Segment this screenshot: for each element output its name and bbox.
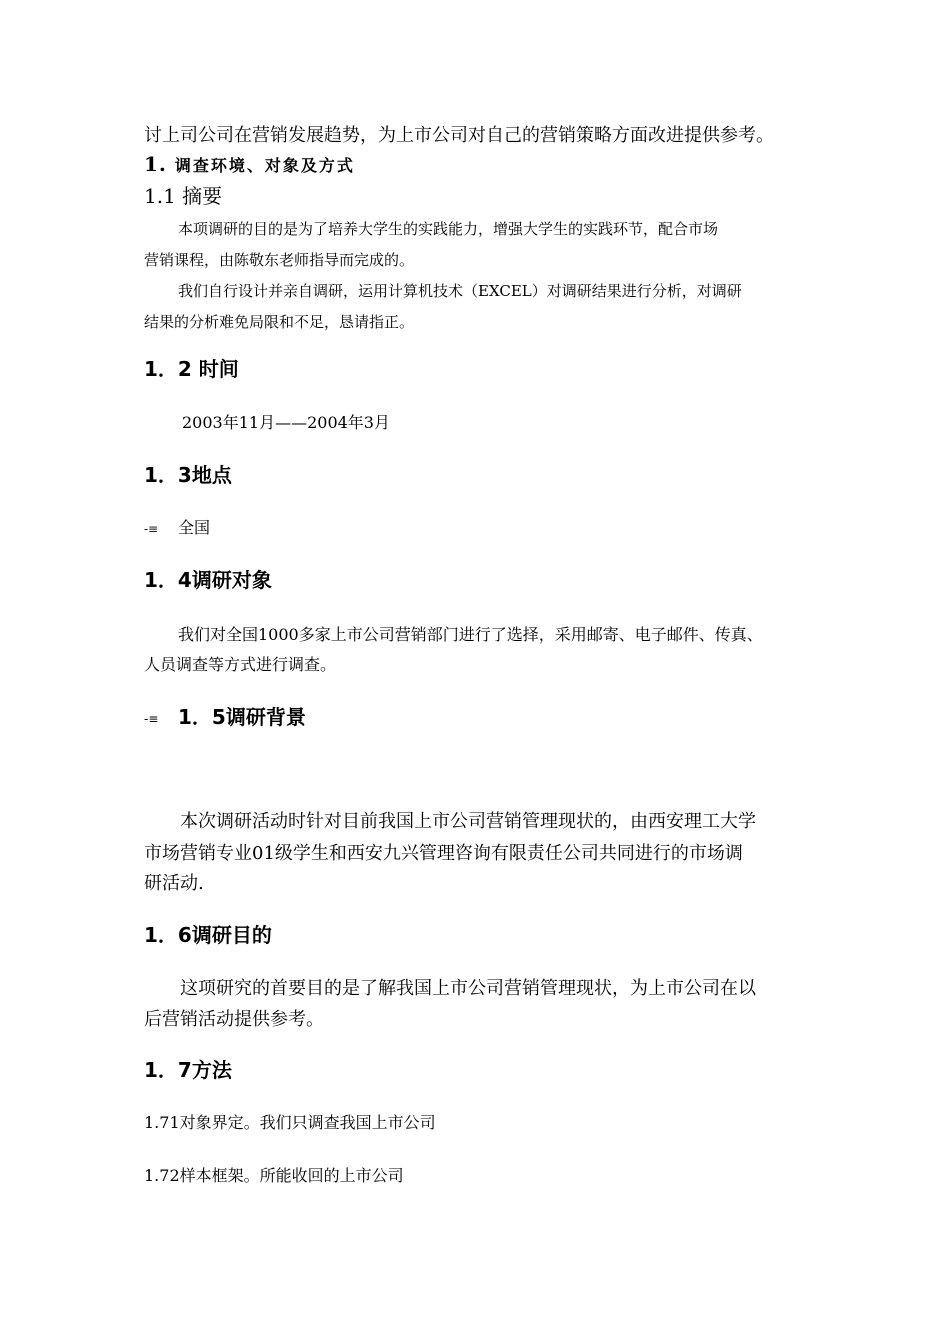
s16-line1: 这项研究的首要目的是了解我国上市公司营销管理现状，为上市公司在以 bbox=[180, 978, 756, 999]
heading-1-1: 1.1 摘要 bbox=[144, 184, 223, 208]
s15-line2: 市场营销专业01级学生和西安九兴管理咨询有限责任公司共同进行的市场调 bbox=[144, 843, 743, 864]
s15-line3: 研活动. bbox=[144, 873, 204, 894]
s12-date-range: 2003年11月——2004年3月 bbox=[182, 413, 390, 432]
heading-1-5-line bbox=[144, 703, 306, 733]
heading-1-5: 1．5调研背景 bbox=[178, 705, 306, 729]
s17-item2: 1.72样本框架。所能收回的上市公司 bbox=[144, 1166, 404, 1185]
s11-p2-line1: 我们自行设计并亲自调研，运用计算机技术（EXCEL）对调研结果进行分析，对调研 bbox=[178, 282, 742, 300]
heading-1-4: 1．4调研对象 bbox=[144, 568, 272, 592]
s17-item1: 1.71对象界定。我们只调查我国上市公司 bbox=[144, 1113, 436, 1132]
s13-location: 全国 bbox=[178, 518, 211, 537]
section-1-number: 1. bbox=[144, 152, 167, 176]
s15-line1: 本次调研活动时针对目前我国上市公司营销管理现状的，由西安理工大学 bbox=[180, 811, 756, 832]
s11-p1-line1: 本项调研的目的是为了培养大学生的实践能力，增强大学生的实践环节，配合市场 bbox=[178, 220, 719, 238]
continued-line: 讨上司公司在营销发展趋势，为上市公司对自己的营销策略方面改进提供参考。 bbox=[144, 125, 774, 146]
s14-line2: 人员调查等方式进行调查。 bbox=[144, 655, 337, 674]
s11-p1-line2: 营销课程，由陈敬东老师指导而完成的。 bbox=[144, 251, 415, 269]
section-1-title: 调查环境、对象及方式 bbox=[174, 156, 355, 175]
heading-1-2: 1．2 时间 bbox=[144, 357, 239, 381]
s13-location-line bbox=[144, 513, 210, 544]
list-marker-icon: -≡ bbox=[144, 711, 159, 726]
heading-1-7: 1．7方法 bbox=[144, 1058, 232, 1082]
s11-p2-line2: 结果的分析难免局限和不足，恳请指正。 bbox=[144, 313, 415, 331]
list-marker-icon: -≡ bbox=[144, 521, 159, 536]
s14-line1: 我们对全国1000多家上市公司营销部门进行了选择，采用邮寄、电子邮件、传真、 bbox=[178, 625, 763, 644]
heading-1-3: 1．3地点 bbox=[144, 463, 232, 487]
section-1-heading bbox=[144, 150, 355, 180]
heading-1-6: 1．6调研目的 bbox=[144, 923, 272, 947]
s16-line2: 后营销活动提供参考。 bbox=[144, 1009, 324, 1030]
